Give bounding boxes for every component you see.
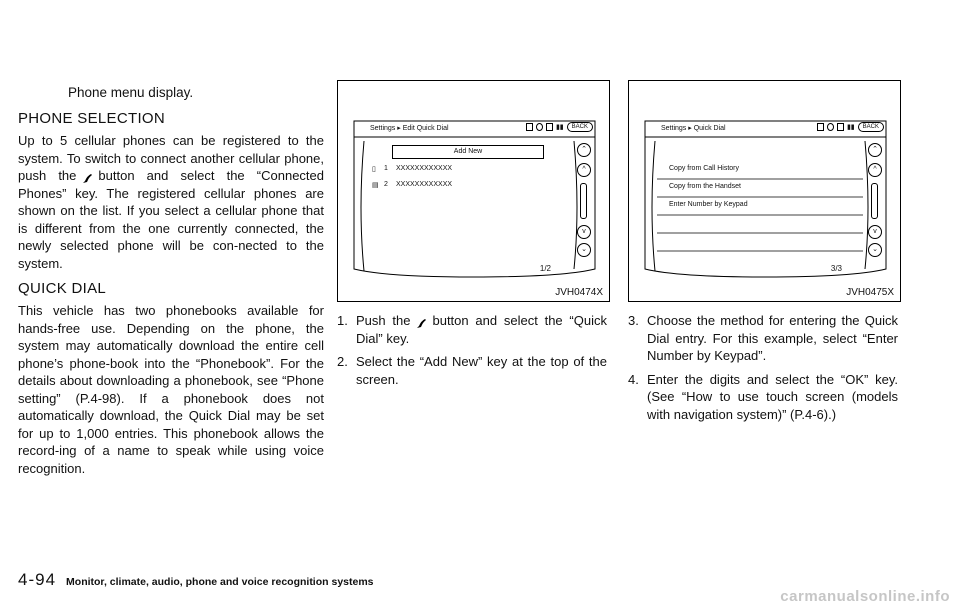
back-button[interactable]: BACK — [858, 122, 884, 132]
steps-column-3 — [628, 312, 898, 429]
clock-icon — [827, 123, 834, 131]
screen-edit-quick-dial — [352, 119, 597, 279]
option-enter-keypad[interactable]: Enter Number by Keypad — [669, 201, 748, 208]
step-item: 1. Push the button and select the “Quick Dial” key. — [337, 313, 607, 346]
page-up-icon[interactable]: ⌃ — [868, 143, 882, 157]
scrollbar[interactable] — [871, 183, 878, 219]
figure-quick-dial — [628, 80, 901, 302]
page-number: 4-94 — [18, 570, 57, 589]
page-down-icon[interactable]: ⌄ — [577, 243, 591, 257]
intro-text: Phone menu display. — [68, 85, 194, 100]
phone-selection-heading: PHONE SELECTION — [18, 110, 166, 127]
scroll-down-icon[interactable]: v — [577, 225, 591, 239]
scroll-up-icon[interactable]: ^ — [577, 163, 591, 177]
phone-selection-text: Up to 5 cellular phones can be registered to the system. To switch to connect another cellular phone, push the button and select the “Connected Phones” key. The registered cellular phones are shown on the list. If you select a cellular phone that is different from the one currently connected, the newly selected phone will be con-nected to the system. — [18, 133, 325, 271]
quick-dial-text: This vehicle has two phonebooks available for hands-free use. Depending on the phone, the system may automatically download the entire cell phone’s phone-book into the “Phonebook”. For the details about downloading a phonebook, see “Phone setting” (P.4-98). If a phonebook does not automatically download, the Quick Dial may be set for up to 1,000 entries. This phonebook allows the record-ing of a name to speak while using voice recognition. — [18, 303, 324, 476]
phone-icon — [414, 316, 428, 328]
steps-column-2 — [337, 312, 607, 394]
chapter-title: Monitor, climate, audio, phone and voice recognition systems — [66, 576, 374, 588]
scroll-down-icon[interactable]: v — [868, 225, 882, 239]
screen-quick-dial — [643, 119, 888, 279]
back-button[interactable]: BACK — [567, 122, 593, 132]
list-item[interactable]: ▤ 2 XXXXXXXXXXXX — [372, 181, 453, 189]
contact-icon: ▯ — [372, 166, 376, 173]
step-item: 2. Select the “Add New” key at the top of the screen. — [337, 354, 607, 387]
screen-frame — [643, 119, 888, 279]
phone-status-icon — [526, 123, 533, 131]
figure-code: JVH0474X — [555, 287, 603, 298]
option-copy-handset[interactable]: Copy from the Handset — [669, 183, 741, 190]
signal-icon: ▮▮ — [555, 124, 564, 131]
scroll-up-icon[interactable]: ^ — [868, 163, 882, 177]
phone-icon — [80, 171, 94, 183]
step-item: 3. Choose the method for entering the Quick Dial entry. For this example, select “Enter Number by Keypad”. — [628, 313, 898, 363]
battery-icon — [546, 123, 553, 131]
left-column — [18, 85, 324, 477]
page-indicator: 3/3 — [830, 264, 842, 273]
status-bar — [526, 122, 593, 132]
step-item: 4. Enter the digits and select the “OK” key. (See “How to use touch screen (models with navigation system)” (P.4-6).) — [628, 371, 898, 422]
scroll-controls — [577, 143, 593, 253]
clock-icon — [536, 123, 543, 131]
screen-title: Settings ▸ Edit Quick Dial — [370, 125, 449, 132]
screen-title: Settings ▸ Quick Dial — [661, 125, 726, 132]
page-up-icon[interactable]: ⌃ — [577, 143, 591, 157]
battery-icon — [837, 123, 844, 131]
signal-icon: ▮▮ — [846, 124, 855, 131]
page-down-icon[interactable]: ⌄ — [868, 243, 882, 257]
contact-icon: ▤ — [372, 182, 379, 189]
phone-status-icon — [817, 123, 824, 131]
watermark: carmanualsonline.info — [780, 588, 950, 605]
list-item[interactable]: ▯ 1 XXXXXXXXXXXX — [372, 165, 453, 173]
scrollbar[interactable] — [580, 183, 587, 219]
scroll-controls — [868, 143, 884, 253]
figure-edit-quick-dial — [337, 80, 610, 302]
figure-code: JVH0475X — [846, 287, 894, 298]
quick-dial-list — [372, 143, 570, 265]
status-bar — [817, 122, 884, 132]
quick-dial-heading: QUICK DIAL — [18, 280, 107, 297]
option-copy-call-history[interactable]: Copy from Call History — [669, 165, 740, 172]
add-new-button[interactable]: Add New — [392, 145, 544, 159]
page-indicator: 1/2 — [539, 264, 551, 273]
page-footer — [18, 570, 374, 590]
